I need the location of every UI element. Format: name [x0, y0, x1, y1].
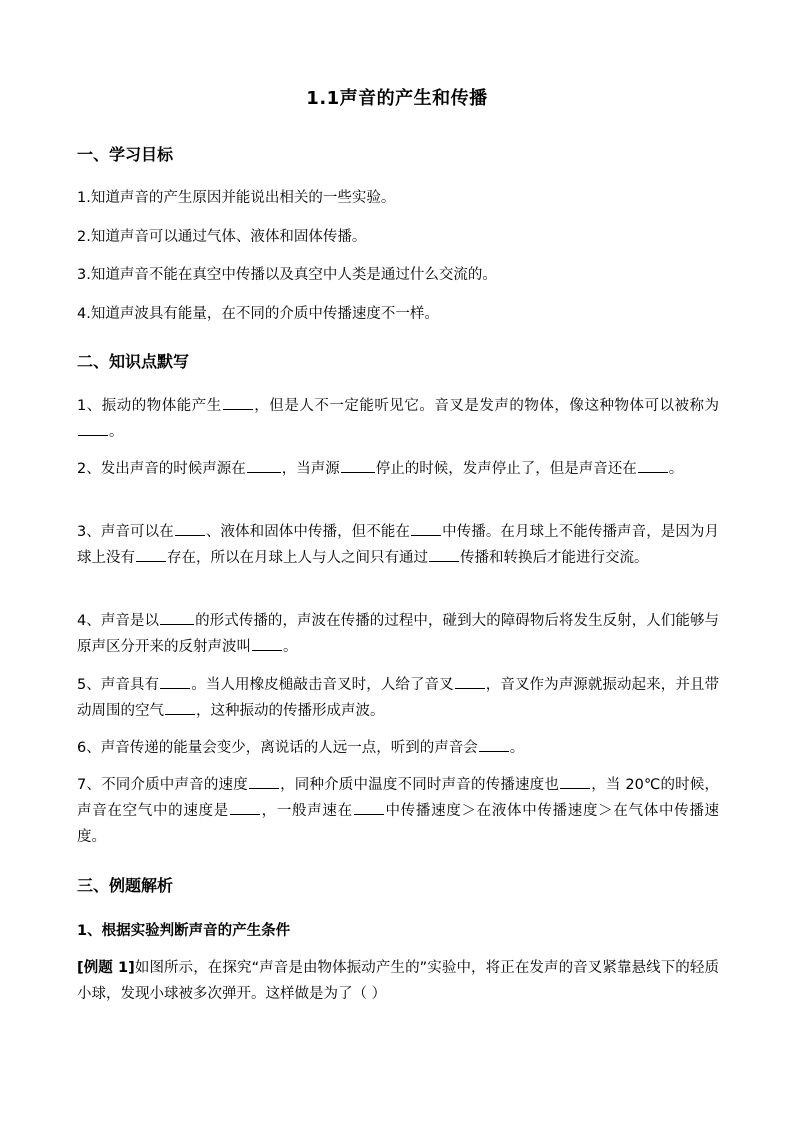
section-heading-examples: 三、例题解析	[77, 876, 174, 895]
question-text: 2、发出声音的时候声源在	[77, 461, 246, 477]
example-text: 如图所示，在探究“声音是由物体振动产生的”实验中，将正在发声的音叉紧靠悬线下的轻质小球，发现小球被多次弹开。这样做是为了（ ）	[77, 960, 719, 1002]
fill-blank	[160, 674, 190, 689]
question-text: ，当声源	[281, 461, 340, 477]
question-text: 4、声音是以	[77, 613, 160, 629]
fill-blank	[455, 674, 485, 689]
question-text: ，音叉作为声源就振动起来，并且带动周围的空气	[77, 677, 719, 719]
question-text: 1、振动的物体能产生	[77, 398, 222, 414]
example-1	[77, 955, 719, 1007]
objective-item: 2.知道声音可以通过气体、液体和固体传播。	[77, 229, 367, 245]
fill-blank	[160, 610, 194, 625]
example-label: [例题 1]	[77, 960, 135, 976]
question-text: 。	[283, 639, 298, 655]
question-text: 停止的时候，发声停止了，但是声音还在	[375, 461, 637, 477]
subsection-heading: 1、根据实验判断声音的产生条件	[77, 923, 291, 939]
question-text: 。	[109, 424, 124, 440]
fill-blank	[354, 800, 384, 815]
fill-blank	[175, 521, 205, 536]
fill-blank	[411, 521, 441, 536]
objective-item: 1.知道声音的产生原因并能说出相关的一些实验。	[77, 190, 396, 206]
question-5	[77, 672, 719, 724]
fill-blank	[638, 458, 668, 473]
question-text: 6、声音传递的能量会变少，离说话的人远一点，听到的声音会	[77, 740, 478, 756]
question-text: 、液体和固体中传播，但不能在	[205, 524, 410, 540]
question-2	[77, 456, 719, 482]
question-3	[77, 519, 719, 571]
objective-item: 4.知道声波具有能量，在不同的介质中传播速度不一样。	[77, 306, 439, 322]
objective-item: 3.知道声音不能在真空中传播以及真空中人类是通过什么交流的。	[77, 267, 497, 283]
fill-blank	[165, 700, 195, 715]
question-text: 传播和转换后才能进行交流。	[460, 550, 649, 566]
question-text: 3、声音可以在	[77, 524, 174, 540]
fill-blank	[78, 421, 108, 436]
question-text: 。	[509, 740, 525, 756]
question-text: ，一般声速在	[260, 803, 353, 819]
question-text: 。当人用橡皮槌敲击音叉时，人给了音叉	[191, 677, 454, 693]
question-6	[77, 735, 719, 761]
fill-blank	[479, 737, 509, 752]
fill-blank	[223, 395, 253, 410]
section-heading-objectives: 一、学习目标	[77, 145, 174, 164]
fill-blank	[341, 458, 375, 473]
question-text: 的形式传播的，声波在传播的过程中，碰到大的障碍物后将发生反射，人们能够与原声区分开来的反射声波叫	[77, 613, 720, 655]
question-1	[77, 393, 719, 445]
question-text: ，当 20℃的时候，声音在空气中的速度是	[77, 777, 720, 819]
fill-blank	[230, 800, 260, 815]
page-title: 1.1声音的产生和传播	[306, 88, 488, 109]
fill-blank	[429, 547, 459, 562]
fill-blank	[136, 547, 166, 562]
question-text: ，这种振动的传播形成声波。	[196, 703, 385, 719]
question-text: 中传播速度＞在液体中传播速度＞在气体中传播速度。	[77, 803, 720, 845]
fill-blank	[247, 458, 281, 473]
section-heading-dictation: 二、知识点默写	[77, 352, 190, 371]
question-text: ，同种介质中温度不同时声音的传播速度也	[279, 777, 560, 793]
question-text: ，但是人不一定能听见它。音叉是发声的物体，像这种物体可以被称为	[253, 398, 719, 414]
question-text: 5、声音具有	[77, 677, 160, 693]
fill-blank	[560, 774, 590, 789]
question-text: 7、不同介质中声音的速度	[77, 777, 248, 793]
fill-blank	[252, 636, 282, 651]
question-4	[77, 608, 719, 660]
question-7	[77, 772, 719, 850]
question-text: 存在，所以在月球上人与人之间只有通过	[167, 550, 428, 566]
fill-blank	[249, 774, 279, 789]
question-text: 。	[668, 461, 684, 477]
question-text: 中传播。在月球上不能传播声音，是因为月球上没有	[77, 524, 720, 566]
